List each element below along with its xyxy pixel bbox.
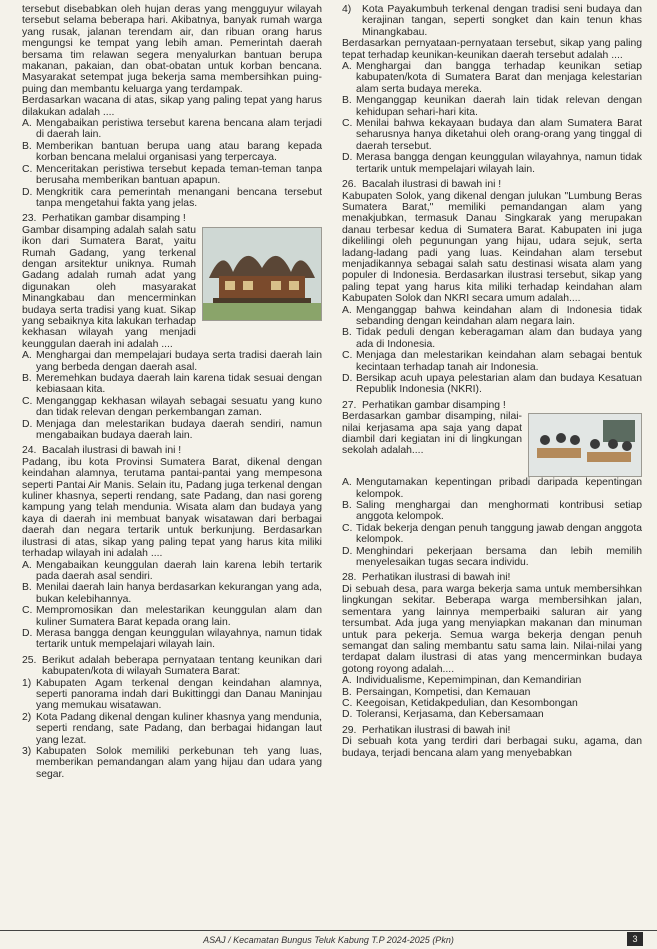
option-text: Keegoisan, Ketidakpedulian, dan Kesombongan [356, 697, 578, 709]
question-25-continued [342, 4, 642, 175]
option-text: Tidak bekerja dengan penuh tanggung jawab dengan anggota kelompok. [356, 522, 642, 546]
option-text: Menilai bahwa kekayaan budaya dan alam Sumatera Barat seharusnya hanya diketahui oleh orang-orang yang tinggal di daerah tersebut. [356, 118, 642, 152]
option-letter: D. [342, 373, 353, 384]
question-28 [342, 572, 642, 720]
statement-1 [22, 678, 322, 712]
option-letter: D. [22, 186, 33, 198]
option-letter: B. [342, 500, 352, 512]
option-c[interactable] [22, 605, 322, 628]
question-number: 29. [342, 724, 357, 736]
option-letter: A. [22, 559, 32, 571]
question-27 [342, 400, 642, 569]
question-text: Di sebuah desa, para warga bekerja sama untuk membersihkan lingkungan sekitar. Beberapa warga membersihkan jalan, sementara yang lainnya memperbaiki saluran air yang tersumbat. Ada juga yang menyiapkan makanan dan minuman untuk para pekerja. Semua warga bekerja dengan penuh semangat dan saling membantu satu sama lain. Nilai-nilai yang terdapat dalam ilustrasi di atas yang mencerminkan budaya gotong royong adalah.... [342, 583, 642, 675]
question-text: Kabupaten Solok, yang dikenal dengan julukan "Lumbung Beras Sumatera Barat," memiliki pemandangan alam yang menakjubkan, termasuk Danau Singkarak yang merupakan danau terbesar kedua di Sumatera Barat. Kabupaten ini juga dikelilingi oleh pegunungan yang hijau, udara sejuk, serta ladang-ladang padi yang luas. Keindahan alam tersebut menjadikannya sebagai salah satu destinasi wisata alam yang populer di Indonesia. Berdasarkan ilustrasi tersebut, sikap yang paling tepat yang harus kita miliki terhadap keindahan alam Kabupaten Solok dan NKRI secara umum adalah.... [342, 190, 642, 305]
option-d[interactable] [22, 419, 322, 442]
question-text: Berdasarkan gambar disamping, nilai-nilai kerjasama apa saja yang dapat diambil dari kegiatan ini di lingkungan sekolah adalah.... [342, 411, 522, 457]
question-number: 24. [22, 445, 37, 457]
options-list [342, 61, 642, 175]
option-letter: A. [22, 118, 32, 130]
options-list [342, 477, 642, 568]
option-letter: B. [22, 373, 32, 384]
option-letter: C. [22, 395, 33, 407]
statement-number: 1) [22, 677, 32, 689]
option-b[interactable] [22, 582, 322, 605]
question-25 [22, 655, 322, 780]
option-letter: C. [342, 118, 353, 130]
option-text: Menceritakan peristiwa tersebut kepada teman-teman tanpa berusaha memberikan bantuan apapun. [36, 163, 322, 187]
question-stem: Perhatikan ilustrasi di bawah ini! [362, 572, 511, 584]
option-letter: A. [22, 350, 32, 362]
question-text: Di sebuah kota yang terdiri dari berbagai suku, agama, dan budaya, terjadi bencana alam yang menyebabkan [342, 736, 642, 759]
options-list [22, 350, 322, 441]
option-a[interactable] [22, 560, 322, 583]
right-column [342, 4, 642, 763]
option-text: Menjaga dan melestarikan keindahan alam sebagai bentuk kecintaan terhadap tanah air Indonesia. [356, 350, 642, 373]
question-stem: Bacalah ilustrasi di bawah ini ! [362, 179, 502, 191]
option-c[interactable] [22, 164, 322, 187]
option-b[interactable] [22, 373, 322, 396]
option-b[interactable] [342, 95, 642, 118]
option-text: Memberikan bantuan berupa uang atau barang kepada korban bencana melalui organisasi yang terpercaya. [36, 140, 322, 164]
question-stem: Perhatikan ilustrasi di bawah ini! [362, 724, 511, 736]
option-c[interactable] [22, 396, 322, 419]
group-work-illustration [529, 414, 641, 476]
option-b[interactable] [342, 327, 642, 350]
option-text: Menghargai dan mempelajari budaya serta tradisi daerah lain yang berbeda dengan daerah asal. [36, 350, 322, 373]
option-d[interactable] [22, 628, 322, 651]
option-letter: B. [342, 327, 352, 339]
option-text: Mengabaikan keunggulan daerah lain karena lebih tertarik pada daerah asal sendiri. [36, 559, 322, 582]
option-b[interactable] [342, 500, 642, 523]
option-text: Saling menghargai dan menghormati kontribusi setiap anggota kelompok. [356, 500, 642, 523]
page-footer: ASAJ / Kecamatan Bungus Teluk Kabung T.P 2024-2025 (Pkn) [0, 930, 657, 949]
option-letter: D. [22, 418, 33, 430]
option-d[interactable] [342, 546, 642, 569]
question-24 [22, 445, 322, 650]
option-a[interactable] [342, 675, 642, 686]
statement-number: 2) [22, 711, 32, 723]
question-26 [342, 179, 642, 396]
option-text: Individualisme, Kepemimpinan, dan Kemandirian [356, 675, 582, 687]
option-letter: D. [342, 152, 353, 164]
question-number: 28. [342, 572, 357, 584]
question-number: 26. [342, 179, 357, 191]
option-letter: D. [342, 709, 353, 721]
option-a[interactable] [22, 350, 322, 373]
options-list [22, 118, 322, 209]
statement-text: Kota Padang dikenal dengan kuliner khasnya yang mendunia, seperti rendang, sate Padang, dan berbagai hidangan laut yang lezat. [36, 711, 322, 746]
options-list [342, 675, 642, 721]
option-letter: B. [22, 140, 32, 152]
group-work-image [528, 413, 642, 477]
option-text: Merasa bangga dengan keunggulan wilayahnya, namun tidak tertarik untuk mempelajari wilayah lain. [356, 152, 642, 175]
option-c[interactable] [342, 698, 642, 709]
option-text: Mengkritik cara pemerintah menangani bencana tersebut tanpa mengetahui fakta yang jelas. [36, 186, 322, 209]
question-number: 23. [22, 213, 37, 225]
option-a[interactable] [22, 118, 322, 141]
statements-list [22, 678, 322, 781]
option-text: Menghargai dan bangga terhadap keunikan setiap kabupaten/kota di Sumatera Barat dan menjaga kelestarian alam serta budaya mereka. [356, 61, 642, 95]
option-text: Tidak peduli dengan keberagaman alam dan budaya yang ada di Indonesia. [356, 327, 642, 350]
options-list [22, 560, 322, 651]
option-d[interactable] [22, 187, 322, 210]
question-intro: tersebut disebabkan oleh hujan deras yang mengguyur wilayah tersebut selama beberapa hari. Akibatnya, banyak rumah warga yang rusak, jalanan terendam air, dan ribuan orang harus mengungsi ke tempat yang lebih aman. Pemerintah daerah bersama tim relawan segera menyalurkan bantuan berupa makanan, pakaian, dan obat-obatan untuk korban bencana. Masyarakat setempat juga bekerja sama membersihkan puing-puing dan membantu keluarga yang terdampak. [22, 4, 322, 95]
option-text: Bersikap acuh upaya pelestarian alam dan budaya Kesatuan Republik Indonesia (NKRI). [356, 373, 642, 396]
option-letter: B. [342, 95, 352, 107]
option-text: Persaingan, Kompetisi, dan Kemauan [356, 686, 531, 698]
option-text: Merasa bangga dengan keunggulan wilayahnya, namun tidak tertarik untuk mempelajari wilayah lain. [36, 627, 322, 651]
option-text: Menganggap bahwa keindahan alam di Indonesia tidak sebanding dengan keindahan alam negara lain. [356, 304, 642, 327]
question-number: 25. [22, 654, 37, 666]
option-a[interactable] [342, 61, 642, 95]
question-text: Berikut adalah beberapa pernyataan tentang keunikan dari kabupaten/kota di wilayah Sumatera Barat: [42, 654, 322, 678]
statement-text: Kota Payakumbuh terkenal dengan tradisi seni budaya dan kerajinan tangan, seperti songket dan kain tenun khas Minangkabau. [362, 4, 642, 38]
question-text: Padang, ibu kota Provinsi Sumatera Barat, dikenal dengan keindahan alamnya, terutama pantai-pantai yang mempesona seperti Pantai Air Manis. Selain itu, Padang juga terkenal dengan kuliner khasnya, seperti rendang, sate Padang, dan nasi goreng kampung yang telah mendunia. Wisata alam dan budaya yang kaya di daerah ini membuat banyak wisatawan dari berbagai daerah dan negara tertarik untuk berkunjung. Berdasarkan ilustrasi di atas, sikap yang paling tepat yang harus kita miliki terhadap wilayah ini adalah .... [22, 456, 322, 560]
option-b[interactable] [342, 687, 642, 698]
statement-number: 3) [22, 746, 32, 757]
option-letter: C. [342, 522, 353, 534]
option-d[interactable] [342, 709, 642, 720]
option-letter: D. [342, 545, 353, 557]
option-letter: A. [342, 477, 352, 489]
question-text: Berdasarkan pernyataan-pernyataan tersebut, sikap yang paling tepat terhadap keunikan-keunikan daerah tersebut adalah .... [342, 38, 642, 61]
question-text: Berdasarkan wacana di atas, sikap yang paling tepat yang harus dilakukan adalah .... [22, 95, 322, 118]
option-c[interactable] [342, 350, 642, 373]
option-a[interactable] [342, 305, 642, 328]
option-text: Mengutamakan kepentingan pribadi daripada kepentingan kelompok. [356, 477, 642, 500]
question-continuation [22, 4, 322, 209]
question-23 [22, 213, 322, 441]
option-letter: B. [22, 582, 32, 594]
option-letter: D. [22, 627, 33, 639]
question-stem: Perhatikan gambar disamping ! [362, 399, 506, 411]
options-list [342, 305, 642, 396]
statement-number: 4) [342, 4, 352, 15]
rumah-gadang-image [202, 227, 322, 321]
question-stem: Bacalah ilustrasi di bawah ini ! [42, 445, 182, 457]
option-letter: B. [342, 686, 352, 698]
option-text: Mengabaikan peristiwa tersebut karena bencana alam terjadi di daerah lain. [36, 118, 322, 141]
option-d[interactable] [342, 373, 642, 396]
option-letter: A. [342, 304, 352, 316]
statement-text: Kabupaten Solok memiliki perkebunan teh yang luas, memberikan pemandangan alam yang hijau dan udara yang segar. [36, 746, 322, 780]
page-number: 3 [627, 932, 643, 946]
option-text: Menganggap kekhasan wilayah sebagai sesuatu yang kuno dan tidak relevan dengan perkembangan zaman. [36, 395, 322, 419]
option-text: Mempromosikan dan melestarikan keunggulan alam dan kuliner Sumatera Barat kepada orang lain. [36, 605, 322, 628]
option-letter: C. [342, 350, 353, 362]
option-b[interactable] [22, 141, 322, 164]
option-text: Menganggap keunikan daerah lain tidak relevan dengan kehidupan sehari-hari kita. [356, 95, 642, 118]
option-letter: A. [342, 61, 352, 73]
statement-3 [22, 746, 322, 780]
question-number: 27. [342, 399, 357, 411]
option-text: Meremehkan budaya daerah lain karena tidak sesuai dengan kebiasaan kita. [36, 373, 322, 396]
option-letter: C. [22, 163, 33, 175]
rumah-gadang-illustration [203, 228, 321, 320]
left-column [22, 4, 322, 784]
option-d[interactable] [342, 152, 642, 175]
option-letter: C. [22, 605, 33, 617]
option-text: Menjaga dan melestarikan budaya daerah sendiri, namun mengabaikan budaya daerah lain. [36, 418, 322, 442]
option-text: Menilai daerah lain hanya berdasarkan kekurangan yang ada, bukan kelebihannya. [36, 582, 322, 605]
question-29 [342, 725, 642, 759]
option-letter: C. [342, 697, 353, 709]
option-c[interactable] [342, 523, 642, 546]
question-stem: Perhatikan gambar disamping ! [42, 213, 186, 225]
option-a[interactable] [342, 477, 642, 500]
statement-text: Kabupaten Agam terkenal dengan keindahan alamnya, seperti panorama indah dari Bukittinggi dan Danau Maninjau yang memukau wisatawan. [36, 677, 322, 712]
question-text: Gambar disamping adalah salah satu ikon dari Sumatera Barat, yaitu Rumah Gadang, yang terkenal dengan arsitektur uniknya. Rumah Gadang adalah rumah adat yang digunakan oleh masyarakat Minangkabau dan mencerminkan budaya serta tradisi yang kuat. Sikap yang sebaiknya kita lakukan terhadap kekhasan wilayah yang menjadi keunggulan daerah ini adalah .... [22, 224, 196, 350]
option-text: Menghindari pekerjaan bersama dan lebih memilih menyelesaikan tugas secara individu. [356, 545, 642, 569]
statement-2 [22, 712, 322, 746]
option-letter: A. [342, 675, 352, 687]
option-text: Toleransi, Kerjasama, dan Kebersamaan [356, 709, 544, 721]
option-c[interactable] [342, 118, 642, 152]
